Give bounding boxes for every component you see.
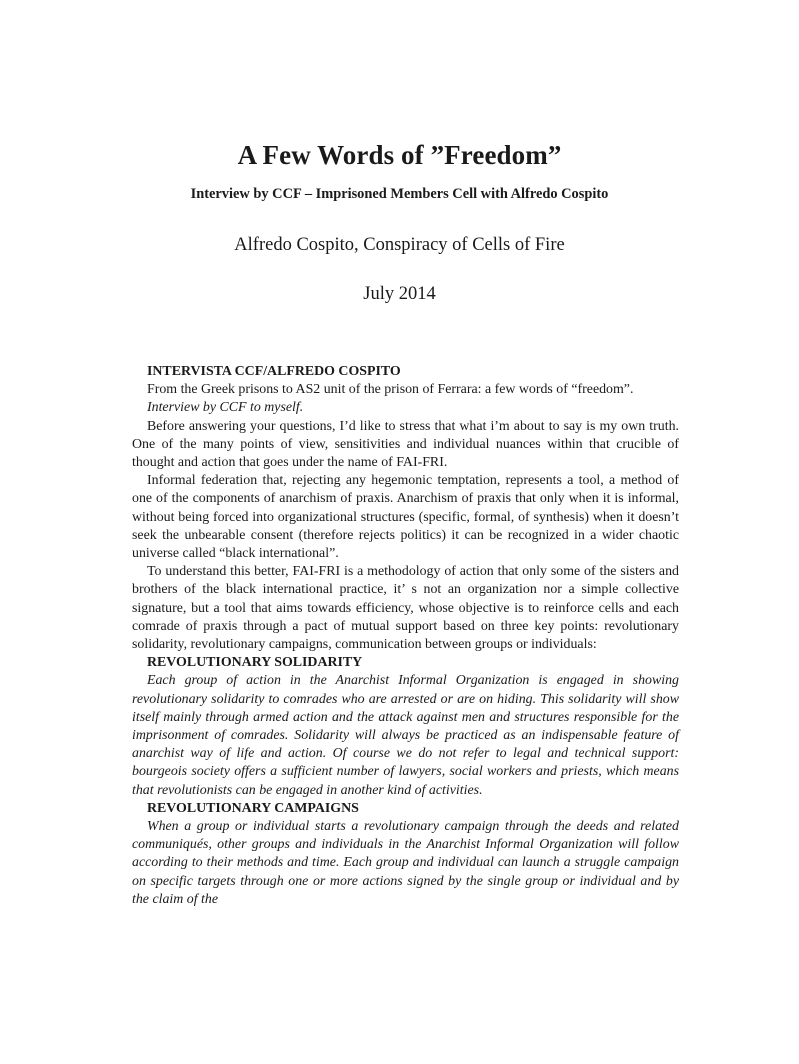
paragraph-informal-federation: Informal federation that, rejecting any hegemonic temptation, represents a tool, a method of one of the components of anarchism of praxis. Anarchism of praxis that only when it is informal, without being forced into organizational structures (specific, formal, of synthesis) when it doesn’t seek the unbearable consent (therefore rejects politics) it can be recognized in a wider chaotic universe called “black international”. xyxy=(132,473,679,562)
paragraph-intro: From the Greek prisons to AS2 unit of the prison of Ferrara: a few words of “freedom”. xyxy=(147,382,634,398)
document-body xyxy=(132,363,679,909)
document-author: Alfredo Cospito, Conspiracy of Cells of Fire xyxy=(234,235,565,255)
paragraph-solidarity: Each group of action in the Anarchist Informal Organization is engaged in showing revolutionary solidarity to comrades who are arrested or are on hiding. This solidarity will show itself mainly through armed action and the attack against men and structures responsible for the imprisonment of comrades. Solidarity will always be practiced as an indispensable feature of anarchist way of life and action. Of course we do not refer to legal and technical support: bourgeois society offers a sufficient number of lawyers, social workers and priests, which means that revolutionists can be engaged in another kind of activities. xyxy=(132,673,679,798)
section-heading-campaigns: REVOLUTIONARY CAMPAIGNS xyxy=(147,800,359,816)
document-date: July 2014 xyxy=(363,284,436,304)
paragraph-campaigns: When a group or individual starts a revolutionary campaign through the deeds and related communiqués, other groups and individuals in the Anarchist Informal Organization will follow according to their methods and time. Each group and individual can launch a struggle campaign on specific targets through one or more actions signed by the single group or individual and by the claim of the xyxy=(132,819,679,907)
section-heading-solidarity: REVOLUTIONARY SOLIDARITY xyxy=(147,655,363,671)
paragraph-before-answering: Before answering your questions, I’d like to stress that what i’m about to say is my own truth. One of the many points of view, sensitivities and individual nuances within that crucible of thought and action that goes under the name of FAI-FRI. xyxy=(132,418,679,471)
paragraph-methodology: To understand this better, FAI-FRI is a methodology of action that only some of the sisters and brothers of the black international practice, it’ s not an organization nor a simple collective signature, but a tool that aims towards efficiency, whose objective is to reinforce cells and each comrade of praxis through a pact of mutual support based on three key points: revolutionary solidarity, revolutionary campaigns, communication between groups or individuals: xyxy=(132,564,679,653)
document-title: A Few Words of ”Freedom” xyxy=(237,140,562,170)
paragraph-interview-note: Interview by CCF to myself. xyxy=(147,400,304,416)
document-subtitle: Interview by CCF – Imprisoned Members Cell with Alfredo Cospito xyxy=(190,186,609,202)
section-heading-intervista: INTERVISTA CCF/ALFREDO COSPITO xyxy=(147,364,401,379)
